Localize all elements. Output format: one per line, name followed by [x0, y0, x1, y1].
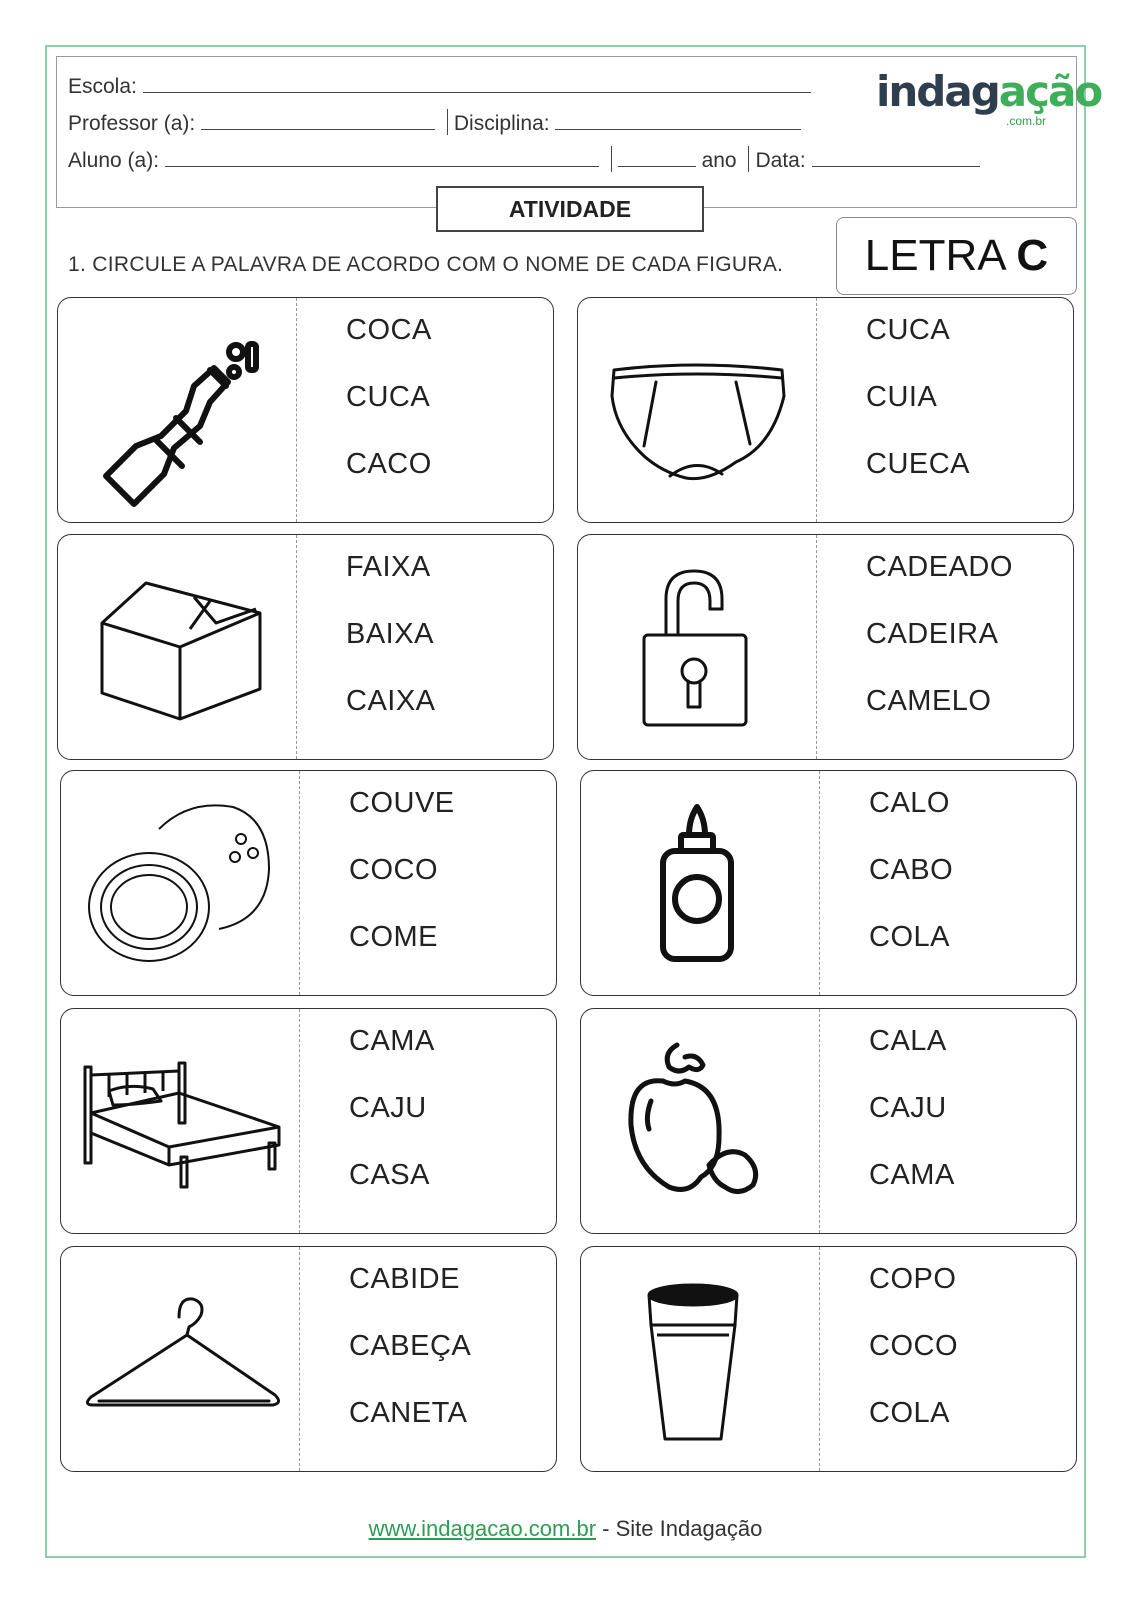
word-option[interactable]: CAIXA — [346, 685, 436, 717]
word-option[interactable]: FAIXA — [346, 551, 431, 583]
word-option[interactable]: CALA — [869, 1025, 947, 1057]
cashew-icon — [589, 1017, 811, 1225]
word-card — [580, 1246, 1077, 1472]
teacher-field[interactable] — [201, 109, 435, 130]
student-line — [68, 146, 980, 173]
bed-icon — [69, 1017, 291, 1225]
word-option[interactable]: CUCA — [866, 314, 951, 346]
word-option[interactable]: CABEÇA — [349, 1330, 472, 1362]
word-option[interactable]: COCA — [346, 314, 432, 346]
word-card — [60, 770, 557, 996]
card-divider — [816, 535, 817, 759]
word-option[interactable]: COPO — [869, 1263, 957, 1295]
footer — [0, 1516, 1131, 1542]
word-option[interactable]: COME — [349, 921, 438, 953]
card-divider — [819, 1009, 820, 1233]
word-option[interactable]: CUIA — [866, 381, 938, 413]
card-divider — [299, 1009, 300, 1233]
school-line — [68, 72, 811, 99]
word-option[interactable]: CABIDE — [349, 1263, 460, 1295]
logo-domain: .com.br — [1005, 114, 1046, 128]
underwear-icon — [586, 306, 808, 514]
date-field[interactable] — [812, 146, 980, 167]
coconut-icon — [69, 779, 291, 987]
card-divider — [819, 1247, 820, 1471]
word-option[interactable]: CACO — [346, 448, 432, 480]
soda-bottle-icon — [66, 306, 288, 514]
word-option[interactable]: CAMA — [869, 1159, 955, 1191]
teacher-label: Professor (a): — [68, 112, 196, 135]
word-option[interactable]: CADEIRA — [866, 618, 999, 650]
word-option[interactable]: CABO — [869, 854, 954, 886]
word-card — [60, 1246, 557, 1472]
box-icon — [66, 543, 288, 751]
indagacao-logo — [876, 67, 1102, 128]
school-field[interactable] — [143, 72, 811, 93]
word-card — [60, 1008, 557, 1234]
date-label: Data: — [755, 149, 806, 172]
card-divider — [816, 298, 817, 522]
instruction-text: 1. CIRCULE A PALAVRA DE ACORDO COM O NOME DE CADA FIGURA. — [68, 253, 784, 276]
word-option[interactable]: CAJU — [869, 1092, 947, 1124]
letter-box — [836, 217, 1077, 295]
card-divider — [299, 771, 300, 995]
word-option[interactable]: COLA — [869, 1397, 950, 1429]
logo-wordmark: indagação — [876, 67, 1102, 116]
word-option[interactable]: COCO — [869, 1330, 958, 1362]
word-card — [580, 1008, 1077, 1234]
word-card — [580, 770, 1077, 996]
word-option[interactable]: CASA — [349, 1159, 430, 1191]
teacher-line — [68, 109, 801, 136]
card-divider — [299, 1247, 300, 1471]
letter-prefix: LETRA — [864, 231, 1017, 280]
glue-bottle-icon — [589, 779, 811, 987]
word-option[interactable]: COCO — [349, 854, 438, 886]
word-option[interactable]: BAIXA — [346, 618, 434, 650]
word-option[interactable]: CAMELO — [866, 685, 992, 717]
padlock-icon — [586, 543, 808, 751]
word-option[interactable]: CADEADO — [866, 551, 1013, 583]
word-option[interactable]: CUCA — [346, 381, 431, 413]
student-field[interactable] — [165, 146, 599, 167]
subject-label: Disciplina: — [453, 112, 550, 135]
separator — [611, 146, 612, 172]
separator — [748, 146, 749, 172]
card-divider — [296, 535, 297, 759]
year-label: ano — [701, 149, 737, 172]
cup-icon — [589, 1255, 811, 1463]
word-option[interactable]: CAMA — [349, 1025, 435, 1057]
word-card — [577, 534, 1074, 760]
word-option[interactable]: COLA — [869, 921, 950, 953]
word-card — [57, 534, 554, 760]
activity-title: ATIVIDADE — [436, 186, 704, 232]
card-divider — [819, 771, 820, 995]
separator — [447, 109, 448, 135]
year-field[interactable] — [618, 146, 696, 167]
word-option[interactable]: CALO — [869, 787, 950, 819]
letter-value: C — [1016, 231, 1049, 280]
student-label: Aluno (a): — [68, 149, 160, 172]
word-option[interactable]: COUVE — [349, 787, 455, 819]
footer-text: - Site Indagação — [596, 1516, 763, 1541]
word-card — [577, 297, 1074, 523]
card-divider — [296, 298, 297, 522]
footer-link[interactable]: www.indagacao.com.br — [368, 1516, 597, 1541]
word-card — [57, 297, 554, 523]
subject-field[interactable] — [555, 109, 801, 130]
word-option[interactable]: CANETA — [349, 1397, 468, 1429]
hanger-icon — [69, 1255, 291, 1463]
word-option[interactable]: CUECA — [866, 448, 971, 480]
word-option[interactable]: CAJU — [349, 1092, 427, 1124]
school-label: Escola: — [68, 75, 137, 98]
